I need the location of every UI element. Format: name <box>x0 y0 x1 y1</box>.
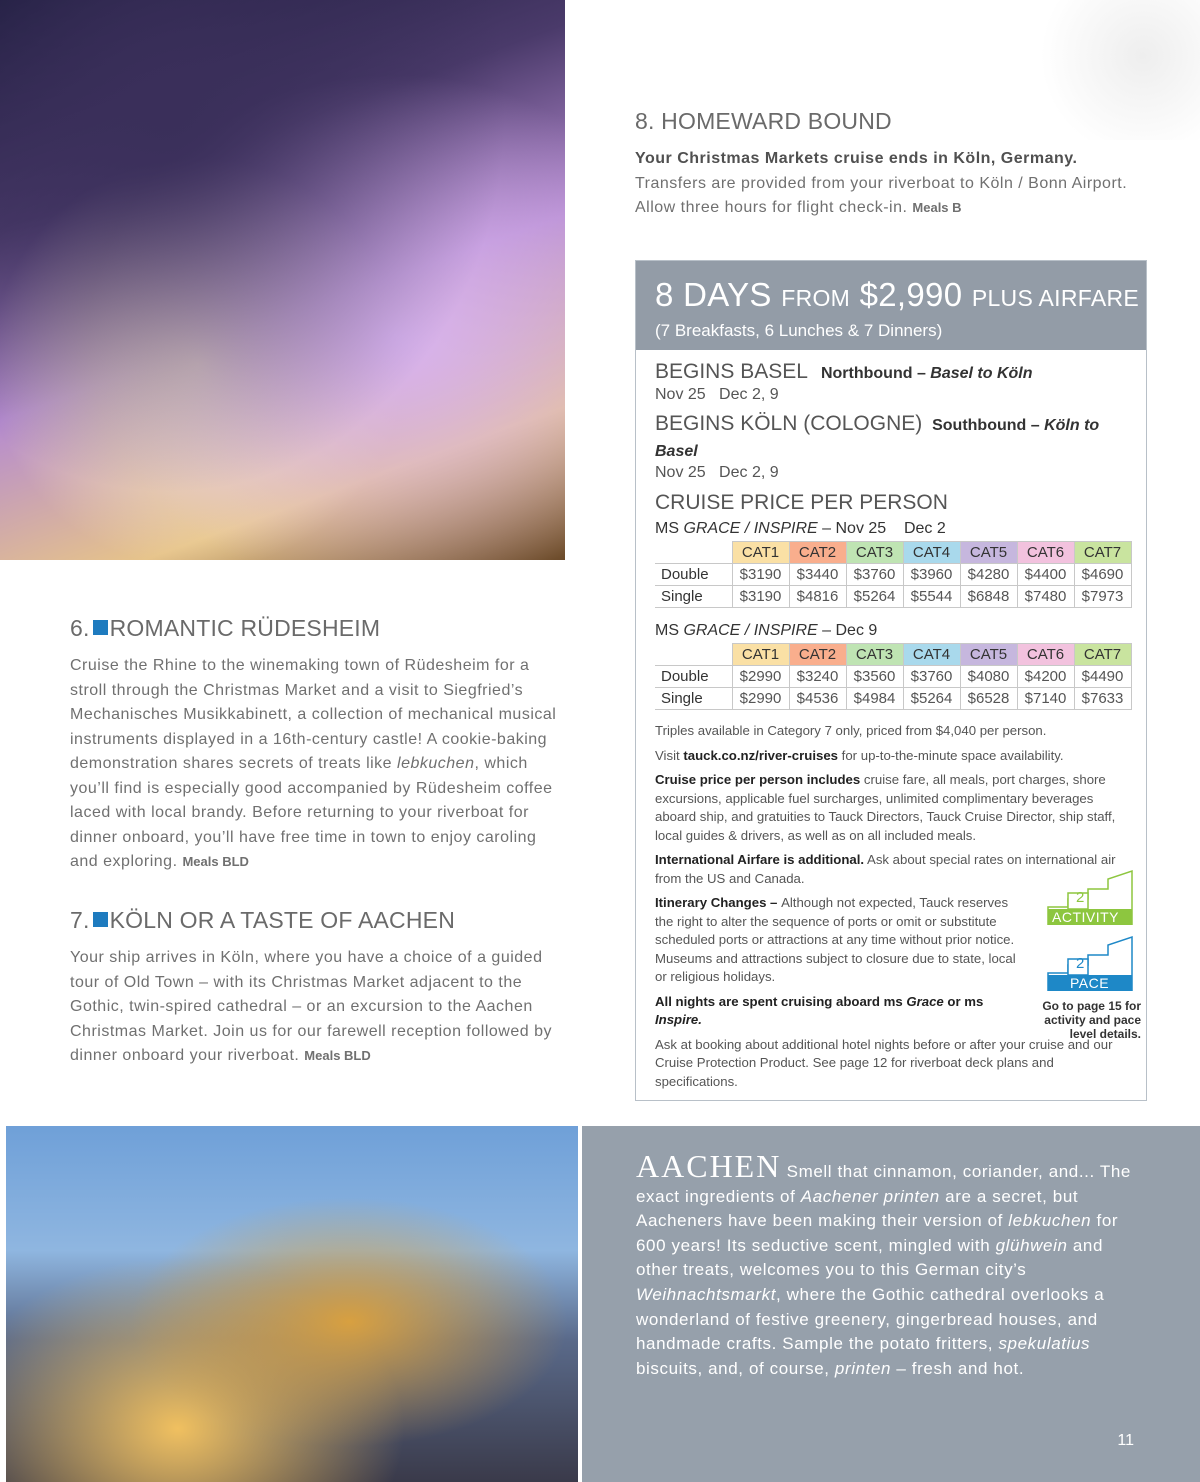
price-cell: $5264 <box>846 586 903 608</box>
category-header: CAT6 <box>1017 542 1074 564</box>
month: Nov <box>655 386 684 403</box>
price-cell: $4080 <box>960 666 1017 688</box>
category-header: CAT1 <box>732 644 789 666</box>
aachen-title: AACHEN <box>636 1148 782 1184</box>
ship-prefix: MS <box>655 622 684 639</box>
price-cell: $4200 <box>1017 666 1074 688</box>
aachen-panel <box>582 1126 1200 1482</box>
price-cell: $4280 <box>960 564 1017 586</box>
price-table-2 <box>655 643 1132 710</box>
category-header: CAT2 <box>789 542 846 564</box>
price-cell: $3190 <box>732 586 789 608</box>
section-number: 7. <box>70 907 90 933</box>
activity-pace-icons <box>1036 869 1141 1041</box>
begins-koln <box>655 412 1146 464</box>
price-cell: $3760 <box>903 666 960 688</box>
category-header: CAT2 <box>789 644 846 666</box>
itinerary-text: Although not expected, Tauck reserves the right to alter the sequence of ports or omit or substitute scheduled ports or attractions at any time without prior notice. Museums and attractions subject to closure due to state, local or religious holidays. <box>655 895 1016 984</box>
price-box-header <box>636 261 1146 350</box>
day: 2, 9 <box>751 386 779 403</box>
price-cell: $7140 <box>1017 688 1074 710</box>
row-label: Double <box>655 564 732 586</box>
aachen-town-hall-photo <box>6 1126 578 1482</box>
nights-prefix: All nights are spent cruising aboard ms <box>655 993 907 1009</box>
includes-label: Cruise price per person includes <box>655 772 861 787</box>
section-koln-or-aachen <box>70 907 565 1069</box>
section-title: KÖLN OR A TASTE OF AACHEN <box>109 907 456 933</box>
ship-date-label: – Nov <box>817 520 869 537</box>
body-italic: lebkuchen <box>397 755 475 772</box>
italic-span: lebkuchen <box>1008 1211 1092 1231</box>
month: Dec <box>719 386 748 403</box>
ship-date-label: – Dec <box>817 622 869 639</box>
begins-paren: (COLOGNE) <box>803 412 923 435</box>
from-text: FROM <box>781 285 851 311</box>
category-header: CAT7 <box>1074 644 1131 666</box>
category-header: CAT5 <box>960 644 1017 666</box>
table-row <box>655 688 1131 710</box>
category-header: CAT6 <box>1017 644 1074 666</box>
route-direction: Northbound – <box>820 365 931 382</box>
price-cell: $3560 <box>846 666 903 688</box>
price-cell: $3190 <box>732 564 789 586</box>
section-homeward-bound <box>635 108 1135 221</box>
cruise-price-heading: CRUISE PRICE PER PERSON <box>655 491 948 514</box>
heidelberg-christmas-market-photo <box>0 0 565 560</box>
nights-or: or ms <box>943 993 984 1009</box>
day: 9 <box>868 622 878 639</box>
price-cell: $3760 <box>846 564 903 586</box>
day: 25 <box>868 520 887 537</box>
day: 2 <box>936 520 946 537</box>
route <box>821 365 1033 382</box>
text-span: , where the Gothic cathedral overlooks a wonderland of festive greenery, gingerbread houses, and handmade crafts. Sample the potato fritters, <box>636 1284 1105 1354</box>
price-cell: $5264 <box>903 688 960 710</box>
ship-names: GRACE / INSPIRE <box>683 622 818 639</box>
section-heading <box>70 907 565 934</box>
category-header: CAT3 <box>846 644 903 666</box>
route-cities: Basel to Köln <box>930 365 1033 382</box>
itinerary-label: Itinerary Changes – <box>655 895 782 910</box>
price-cell: $2990 <box>732 666 789 688</box>
hotel-note: Ask at booking about additional hotel nights before or after your cruise and our Cruise Protection Product. See page 12 for riverboat deck plans and specifications. <box>655 1036 1113 1089</box>
text-span: for 600 years! Its seductive scent, mingled with <box>636 1211 1119 1255</box>
category-header: CAT5 <box>960 542 1017 564</box>
section-body <box>70 654 565 875</box>
page-number: 11 <box>1117 1432 1134 1449</box>
visit-note <box>655 747 1133 766</box>
ship-names: GRACE / INSPIRE <box>683 520 818 537</box>
text-span: – fresh and hot. <box>891 1358 1025 1378</box>
section-romantic-rudesheim <box>70 615 565 875</box>
italic-span: spekulatius <box>998 1334 1091 1354</box>
text-span: Smell that cinnamon, coriander, and... The exact ingredients of <box>636 1162 1131 1206</box>
begins-label: BEGINS BASEL <box>655 360 808 383</box>
row-label: Single <box>655 688 732 710</box>
category-header: CAT7 <box>1074 542 1131 564</box>
italic-span: Aachener printen <box>800 1186 940 1206</box>
month: Nov <box>655 464 684 481</box>
visit-prefix: Visit <box>655 747 684 763</box>
lead-sentence: Your Christmas Markets cruise ends in Köln, Germany. <box>635 150 1078 167</box>
category-row <box>655 644 1131 666</box>
aachen-text <box>636 1148 1136 1381</box>
pace-number: 2 <box>1076 955 1085 972</box>
price-box <box>635 260 1147 1101</box>
pace-level-icon <box>1046 935 1134 993</box>
price-cell: $4984 <box>846 688 903 710</box>
price-cell: $3440 <box>789 564 846 586</box>
meals-summary: (7 Breakfasts, 6 Lunches & 7 Dinners) <box>655 321 943 340</box>
day: 2, 9 <box>751 464 779 481</box>
price-cell: $4690 <box>1074 564 1131 586</box>
price-cell: $5544 <box>903 586 960 608</box>
route-cities: Köln to Basel <box>655 417 1100 460</box>
category-header: CAT1 <box>732 542 789 564</box>
price-cell: $7633 <box>1074 688 1131 710</box>
ship-inspire: Inspire. <box>655 1012 702 1027</box>
meals-label: Meals BLD <box>304 1048 371 1063</box>
activity-number: 2 <box>1076 889 1085 906</box>
triples-note: Triples available in Category 7 only, priced from $4,040 per person. <box>655 723 1047 738</box>
text-span: and other treats, welcomes you to this German city’s <box>636 1235 1104 1280</box>
table-row <box>655 586 1131 608</box>
table-row <box>655 666 1131 688</box>
ship-dates-2 <box>655 622 1146 640</box>
ship-grace: Grace <box>906 993 944 1009</box>
text-span: are a secret, but Aacheners have been making their version of <box>636 1186 1079 1231</box>
activity-level-icon <box>1046 869 1134 927</box>
row-label: Single <box>655 586 732 608</box>
days-text: 8 DAYS <box>655 276 772 313</box>
pace-label: PACE <box>1070 975 1110 991</box>
square-bullet-icon <box>93 620 108 635</box>
meals-label: Meals BLD <box>182 854 249 869</box>
departure-dates <box>655 386 1146 403</box>
price-cell: $4536 <box>789 688 846 710</box>
blank-cell <box>655 542 732 564</box>
blank-cell <box>655 644 732 666</box>
price-title <box>655 277 1146 316</box>
price-cell: $7480 <box>1017 586 1074 608</box>
begins-basel <box>655 360 1146 386</box>
nights-note <box>655 993 1020 1030</box>
activity-pace-note: Go to page 15 for activity and pace level details. <box>1042 999 1141 1041</box>
itinerary-note <box>655 894 1020 987</box>
airfare-label: International Airfare is additional. <box>655 852 865 867</box>
text-span: biscuits, and, of course, <box>636 1358 835 1378</box>
category-header: CAT4 <box>903 542 960 564</box>
price-cell: $2990 <box>732 688 789 710</box>
nights-text <box>655 994 983 1028</box>
ship-prefix: MS <box>655 520 684 537</box>
italic-span: printen <box>834 1358 892 1378</box>
body-text: , which you’ll find is especially good accompanied by Rüdesheim coffee laced with local brandy. Before returning to your riverboat for dinner onboard, you’ll have free time in town to enjoy caroling and exploring. <box>70 755 553 870</box>
day: 25 <box>687 464 706 481</box>
price-cell: $3960 <box>903 564 960 586</box>
body-text: Cruise the Rhine to the winemaking town of Rüdesheim for a stroll through the Christmas Market and a visit to Siegfried’s Mechanisches Musikkabinett, a collection of mechanical musical instruments displayed in a 16th-century castle! A cookie-baking demonstration shares secrets of treats like <box>70 657 557 772</box>
section-body <box>635 147 1135 221</box>
includes-text: cruise fare, all meals, port charges, shore excursions, applicable fuel surcharges, unlimited complimentary beverages aboard ship, and gratuities to Tauck Directors, Tauck Cruise Director, ship staff, local guides & drivers, as well as on all included meals. <box>655 772 1116 843</box>
airfare-text: Ask about special rates on international air from the US and Canada. <box>655 852 1116 886</box>
meals-label: Meals B <box>912 200 962 215</box>
ship-dates-1 <box>655 520 1146 538</box>
section-body <box>70 946 565 1069</box>
route-direction: Southbound – <box>932 417 1045 434</box>
category-header: CAT4 <box>903 644 960 666</box>
departure-dates <box>655 464 1146 481</box>
visit-suffix: for up-to-the-minute space availability. <box>838 747 1064 763</box>
price-cell: $3240 <box>789 666 846 688</box>
day: 25 <box>687 386 706 403</box>
price-cell: $4816 <box>789 586 846 608</box>
price-table-1 <box>655 541 1132 608</box>
price-cell: $4490 <box>1074 666 1131 688</box>
category-header: CAT3 <box>846 542 903 564</box>
begins-label: BEGINS KÖLN <box>655 412 798 435</box>
body-text: Your ship arrives in Köln, where you have a choice of a guided tour of Old Town – with its Christmas Market adjacent to the Gothic, twin-spired cathedral – or an excursion to the Aachen Christmas Market. Join us for our farewell reception followed by dinner onboard your riverboat. <box>70 949 552 1064</box>
price-cell: $7973 <box>1074 586 1131 608</box>
section-title: ROMANTIC RÜDESHEIM <box>109 615 381 641</box>
plus-airfare-text: PLUS AIRFARE <box>971 285 1140 311</box>
italic-span: glühwein <box>995 1235 1068 1255</box>
table-row <box>655 564 1131 586</box>
website-link[interactable]: tauck.co.nz/river-cruises <box>683 747 839 763</box>
section-number: 6. <box>70 615 90 641</box>
price-cell: $6848 <box>960 586 1017 608</box>
price-cell: $4400 <box>1017 564 1074 586</box>
body-text: Transfers are provided from your riverboat to Köln / Bonn Airport. Allow three hours for flight check-in. <box>635 174 1128 216</box>
square-bullet-icon <box>93 912 108 927</box>
italic-span: Weihnachtsmarkt <box>636 1284 777 1304</box>
price-text: $2,990 <box>859 276 963 313</box>
section-heading: 8. HOMEWARD BOUND <box>635 108 892 134</box>
price-cell: $6528 <box>960 688 1017 710</box>
row-label: Double <box>655 666 732 688</box>
month: Dec <box>719 464 748 481</box>
activity-label: ACTIVITY <box>1052 909 1120 925</box>
includes-note <box>655 771 1133 845</box>
category-row <box>655 542 1131 564</box>
month: Dec <box>903 520 937 537</box>
section-heading <box>70 615 565 642</box>
